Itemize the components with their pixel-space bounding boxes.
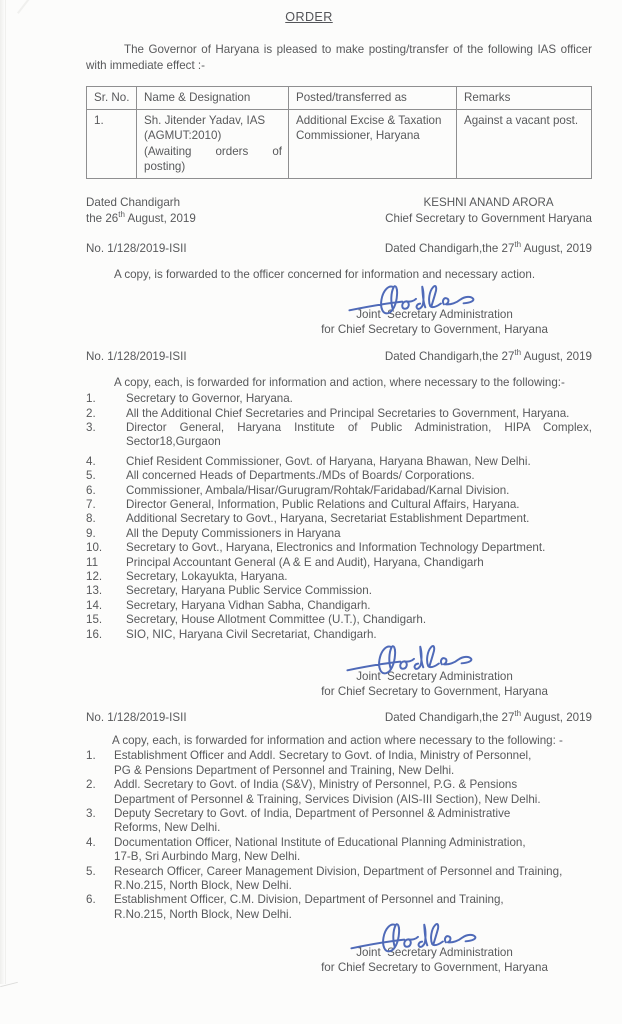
officer-status-line: (Awaiting orders of posting) <box>144 144 282 173</box>
cell-posted-as: Additional Excise & Taxation Commissioner, Haryana <box>289 110 457 179</box>
signatory-for: for Chief Secretary to Government, Haryana <box>321 960 548 974</box>
list-item: 1. Establishment Officer and Addl. Secretary to Govt. of India, Ministry of Personnel, PG & Pensions Department of Personnel and Training, New Delhi. <box>86 749 532 777</box>
officer-name-line: Sh. Jitender Yadav, IAS <box>144 114 266 128</box>
header-sr-no: Sr. No. <box>87 87 137 110</box>
list-item: 3. Deputy Secretary to Govt. of India, Department of Personnel & Administrative Reforms, New Delhi. <box>86 806 511 835</box>
table-row <box>87 110 592 179</box>
ref-date: Dated Chandigarh,the 27th August, 2019 <box>384 348 592 364</box>
order-title: ORDER <box>285 10 333 24</box>
superscript-th: th <box>514 240 522 250</box>
cell-remarks: Against a vacant post. <box>457 110 592 179</box>
list-item: 7. Director General, Information, Public Relations and Cultural Affairs, Haryana. <box>86 498 520 512</box>
signature-block-1 <box>277 308 592 337</box>
signatory-designation: Joint Secretary Administration <box>356 308 513 322</box>
list-item: 13. Secretary, Haryana Public Service Commission. <box>86 584 372 598</box>
list-item: 3. Director General, Haryana Institute of Public Administration, HIPA Complex, Sector18,Gurgaon <box>86 421 592 449</box>
cell-name-designation <box>137 110 289 179</box>
intro-paragraph: The Governor of Haryana is pleased to make posting/transfer of the following IAS officer with immediate effect :- <box>86 43 592 72</box>
list-item: 4. Documentation Officer, National Institute of Educational Planning Administration, 17-B, Sri Aurbindo Marg, New Delhi. <box>86 835 526 864</box>
signatory-for: for Chief Secretary to Government, Haryana <box>321 322 548 336</box>
header-posted-transferred: Posted/transferred as <box>289 87 457 110</box>
ref-date: Dated Chandigarh,the 27th August, 2019 <box>384 709 592 725</box>
officer-name: KESHNI ANAND ARORA <box>423 196 554 210</box>
superscript-th: th <box>514 348 522 358</box>
list-item: 15. Secretary, House Allotment Committee (U.T.), Chandigarh. <box>86 613 427 627</box>
list-item: 4. Chief Resident Commissioner, Govt. of Haryana, Haryana Bhawan, New Delhi. <box>86 454 531 468</box>
ref-date: Dated Chandigarh,the 27th August, 2019 <box>384 240 592 256</box>
copy-forwarded-line-2: A copy, each, is forwarded for information and action, where necessary to the following:- <box>114 376 565 390</box>
ref-number: No. 1/128/2019-ISII <box>86 350 187 364</box>
ref-row-3 <box>86 710 592 725</box>
list-item: 6. Establishment Officer, C.M. Division, Department of Personnel and Training, R.No.215, North Block, New Delhi. <box>86 893 504 921</box>
signature-scribble <box>344 273 484 324</box>
list-item: 11 Principal Accountant General (A & E and Audit), Haryana, Chandigarh <box>86 555 484 569</box>
list-item: 12. Secretary, Lokayukta, Haryana. <box>86 570 288 584</box>
issue-place-date <box>86 195 196 226</box>
list-item: 2. All the Additional Chief Secretaries and Principal Secretaries to Government, Haryana. <box>86 406 570 420</box>
officer-batch-line: (AGMUT:2010) <box>144 129 222 143</box>
issue-row <box>86 195 592 226</box>
superscript-th: th <box>118 209 125 219</box>
list-item: 9. All the Deputy Commissioners in Haryana <box>86 526 341 540</box>
list-item: 2. Addl. Secretary to Govt. of India (S&V), Ministry of Personnel, P.G. & Pensions Department of Personnel & Training, Services Division (AIS-III Section), New Delhi. <box>86 778 541 806</box>
ref-row-1 <box>86 241 592 256</box>
list-item: 5. All concerned Heads of Departments./MDs of Boards/ Corporations. <box>86 469 475 483</box>
officer-title: Chief Secretary to Government Haryana <box>385 211 592 225</box>
scan-edge-left <box>0 0 6 984</box>
signatory-designation: Joint Secretary Administration <box>356 670 513 684</box>
header-name-designation: Name & Designation <box>137 87 289 110</box>
issue-place: Dated Chandigarh <box>86 196 181 210</box>
distribution-list-goi <box>86 749 592 922</box>
list-item: 16. SIO, NIC, Haryana Civil Secretariat, Chandigarh. <box>86 627 377 641</box>
list-item: 14. Secretary, Haryana Vidhan Sabha, Chandigarh. <box>86 598 371 612</box>
document-content <box>86 10 592 975</box>
distribution-list-haryana <box>86 392 592 642</box>
list-item: 6. Commissioner, Ambala/Hisar/Gurugram/Rohtak/Faridabad/Karnal Division. <box>86 483 510 497</box>
table-header-row <box>87 87 592 110</box>
ref-row-2 <box>86 349 592 364</box>
signatory-for: for Chief Secretary to Government, Haryana <box>321 684 548 698</box>
signature-scribble <box>342 634 482 685</box>
superscript-th: th <box>514 709 522 719</box>
ref-number: No. 1/128/2019-ISII <box>86 242 187 256</box>
signing-officer-block <box>385 195 592 226</box>
copy-forwarded-line-1: A copy, is forwarded to the officer concerned for information and necessary action. <box>114 268 536 282</box>
header-remarks: Remarks <box>457 87 592 110</box>
issue-date: the 26th August, 2019 <box>86 209 196 225</box>
signature-block-2 <box>277 670 592 699</box>
posting-table <box>86 86 592 179</box>
list-item: 5. Research Officer, Career Management Division, Department of Personnel and Training, R.No.215, North Block, New Delhi. <box>86 864 563 892</box>
list-item: 1. Secretary to Governor, Haryana. <box>86 392 293 406</box>
cell-sr-no: 1. <box>87 110 137 179</box>
ref-number: No. 1/128/2019-ISII <box>86 711 187 725</box>
list-item: 10. Secretary to Govt., Haryana, Electronics and Information Technology Department. <box>86 541 546 555</box>
signature-scribble <box>346 912 486 963</box>
list-item: 8. Additional Secretary to Govt., Haryana, Secretariat Establishment Department. <box>86 512 530 526</box>
signature-block-3 <box>277 946 592 975</box>
signatory-designation: Joint Secretary Administration <box>356 946 513 960</box>
copy-forwarded-line-3: A copy, each, is forwarded for information and action where necessary to the following: - <box>112 734 563 748</box>
